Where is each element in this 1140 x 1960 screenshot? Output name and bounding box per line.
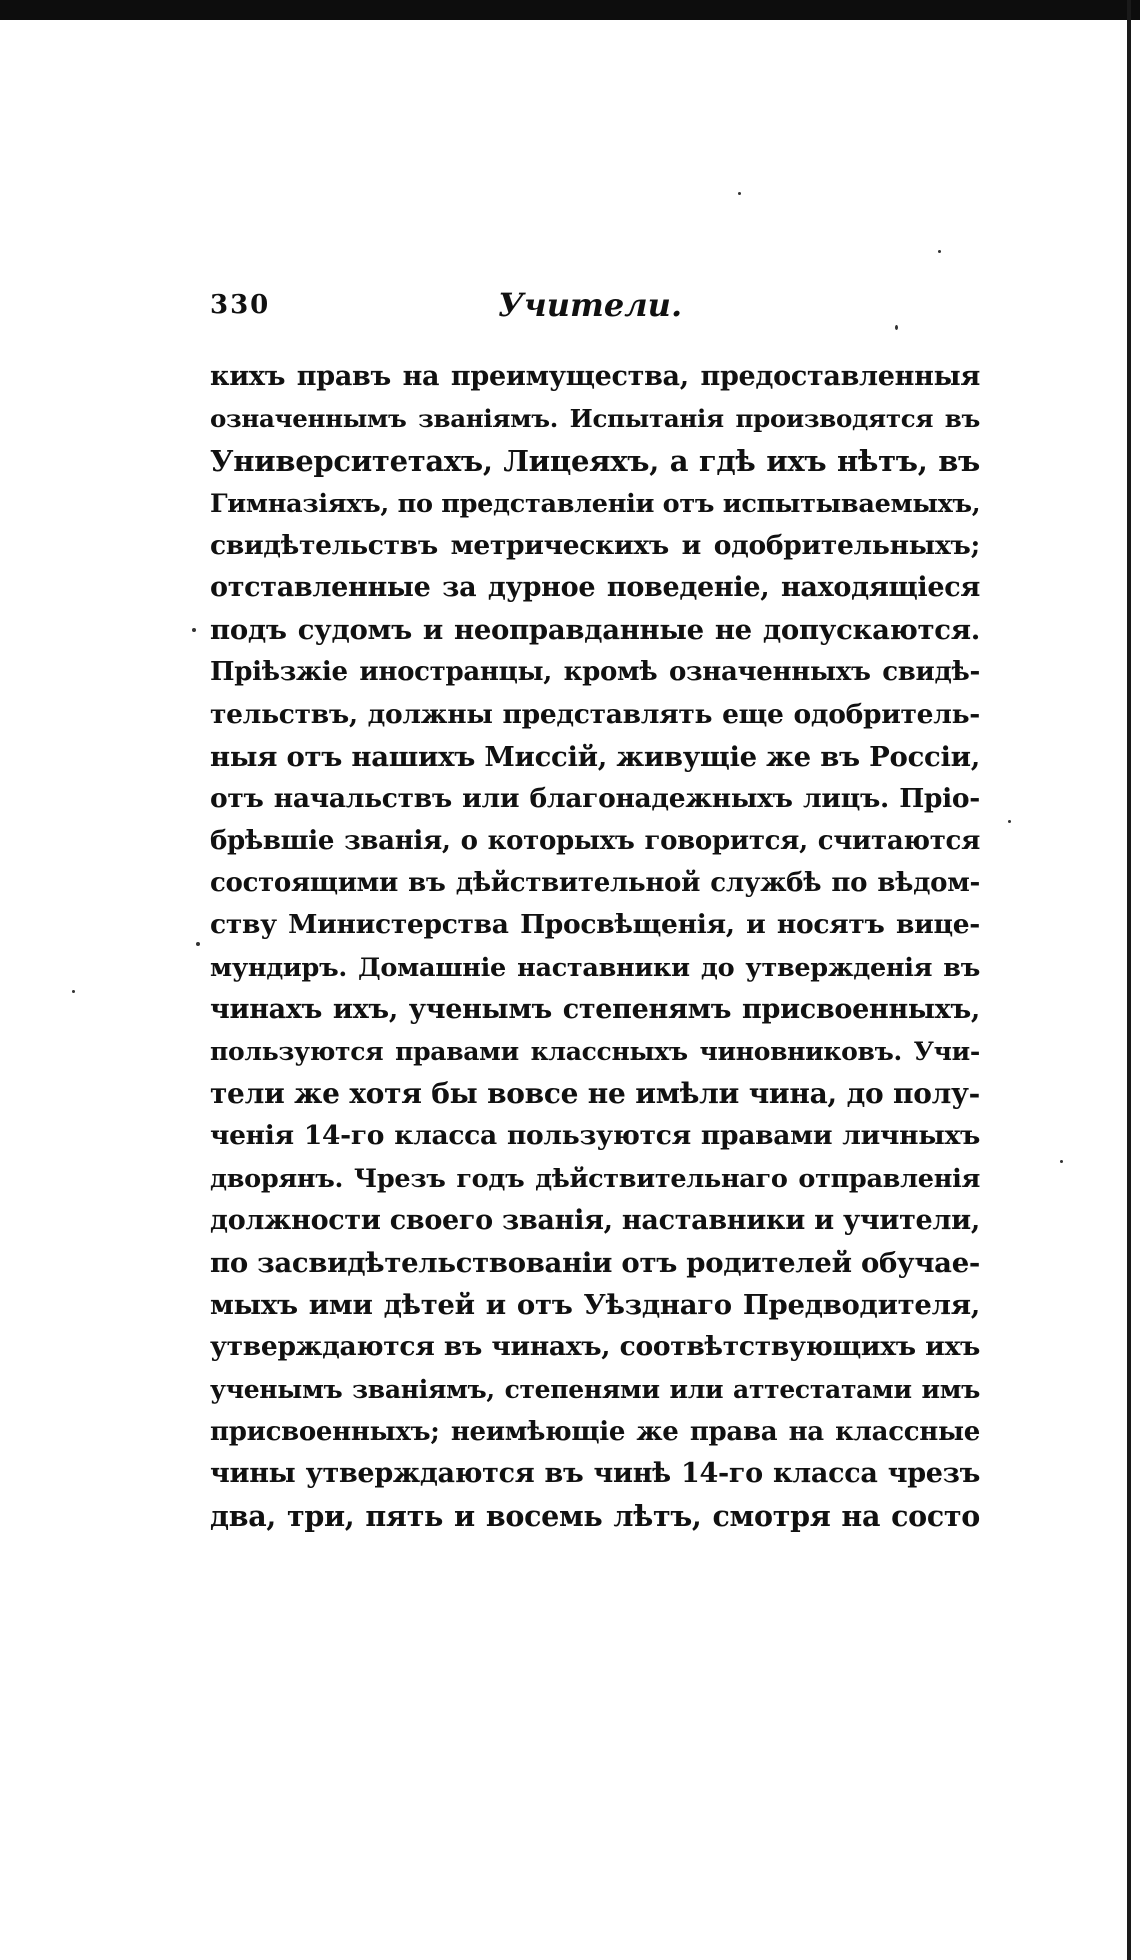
text-line: чинахъ ихъ, ученымъ степенямъ присвоенныхъ, — [210, 993, 980, 1025]
text-line: мундиръ. Домашніе наставники до утвержденія въ — [210, 952, 980, 983]
text-line: по засвидѣтельствованіи отъ родителей обучае- — [210, 1246, 981, 1279]
text-line: означеннымъ званіямъ. Испытанія производятся въ — [210, 404, 980, 434]
text-line: ученымъ званіямъ, степенями или аттестатами имъ — [210, 1374, 980, 1404]
scan-speck — [1060, 1160, 1063, 1163]
text-line: Пріѣзжіе иностранцы, кромѣ означенныхъ свидѣ- — [210, 657, 980, 688]
scan-speck — [895, 325, 898, 330]
text-line: подъ судомъ и неоправданные не допускаются. — [210, 614, 980, 647]
text-line: чины утверждаются въ чинѣ 14-го класса чрезъ — [210, 1457, 980, 1489]
text-line: состоящими въ дѣйствительной службѣ по вѣдом- — [210, 868, 980, 899]
scan-speck — [938, 250, 941, 253]
scan-right-border — [1127, 0, 1131, 1960]
text-line: мыхъ ими дѣтей и отъ Уѣзднаго Предводителя, — [210, 1289, 980, 1322]
text-line: свидѣтельствъ метрическихъ и одобрительныхъ; — [210, 529, 980, 561]
text-line: тели же хотя бы вовсе не имѣли чина, до полу- — [210, 1077, 980, 1111]
page-header-title: Учители. — [497, 286, 683, 324]
scan-speck — [1008, 820, 1011, 823]
text-line: присвоенныхъ; неимѣющіе же права на классные — [210, 1416, 980, 1447]
text-line: отставленные за дурное поведеніе, находящіеся — [210, 571, 980, 603]
scan-speck — [738, 192, 741, 195]
text-line: ству Министерства Просвѣщенія, и носятъ вице- — [210, 909, 980, 941]
text-line: пользуются правами классныхъ чиновниковъ. Учи- — [210, 1037, 980, 1066]
scan-speck — [196, 942, 200, 946]
scan-speck — [192, 628, 196, 632]
text-line: брѣвшіе званія, о которыхъ говорится, считаются — [210, 826, 980, 857]
text-line: утверждаются въ чинахъ, соотвѣтствующихъ ихъ — [210, 1331, 980, 1363]
text-line: дворянъ. Чрезъ годъ дѣйствительнаго отправленія — [210, 1163, 980, 1194]
text-line: Гимназіяхъ, по представленіи отъ испытываемыхъ, — [210, 488, 981, 519]
scan-speck — [72, 990, 75, 993]
text-line: два, три, пять и восемь лѣтъ, смотря на состо — [210, 1499, 980, 1534]
scan-top-border — [0, 0, 1140, 20]
body-text — [210, 356, 980, 1537]
text-line: тельствъ, должны представлять еще одобритель- — [210, 698, 980, 730]
text-line: отъ начальствъ или благонадежныхъ лицъ. Пріо- — [210, 782, 980, 814]
text-line: ныя отъ нашихъ Миссій, живущіе же въ Россіи, — [210, 740, 980, 773]
text-line: ченія 14-го класса пользуются правами личныхъ — [210, 1120, 980, 1152]
text-line: должности своего званія, наставники и учители, — [210, 1204, 980, 1236]
text-line: Университетахъ, Лицеяхъ, а гдѣ ихъ нѣтъ, въ — [210, 444, 980, 479]
page-number: 330 — [210, 290, 271, 320]
text-line: кихъ правъ на преимущества, предоставленныя — [210, 361, 980, 392]
running-head — [210, 286, 970, 330]
